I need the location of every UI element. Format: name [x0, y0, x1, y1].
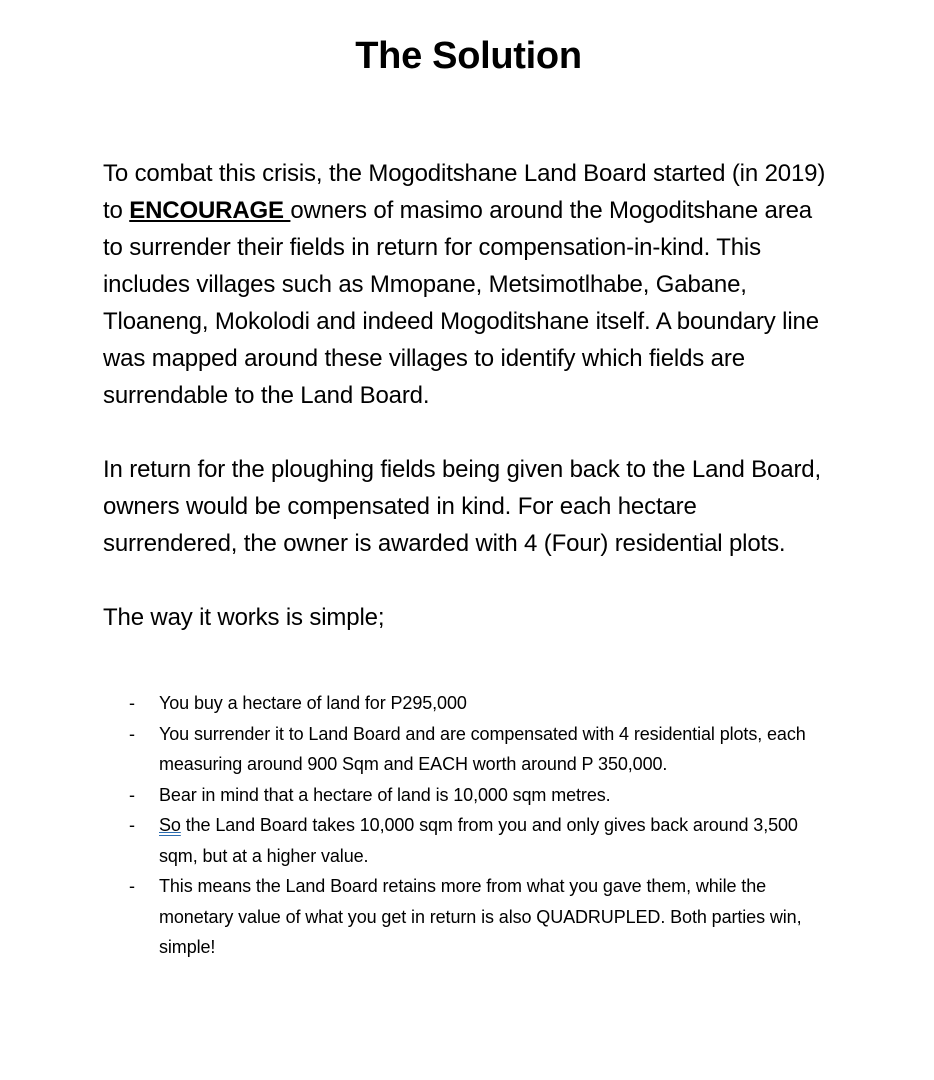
- steps-list: [103, 688, 834, 963]
- bullet-dash: -: [129, 815, 135, 835]
- list-item-surrender: [103, 719, 834, 780]
- list-item-hectare: [103, 780, 834, 811]
- bullet-dash: -: [129, 876, 135, 896]
- paragraph-crisis-text-start: To combat this crisis, the Mogoditshane Land Board started (in 2019) to: [103, 160, 826, 224]
- list-item-conclusion: [103, 871, 834, 963]
- list-item-text: the Land Board takes 10,000 sqm from you and only gives back around 3,500 sqm, but at a higher value.: [159, 815, 798, 866]
- list-item-text: You surrender it to Land Board and are compensated with 4 residential plots, each measuring around 900 Sqm and EACH worth around P 350,000.: [159, 723, 806, 774]
- encourage-emphasis: ENCOURAGE: [129, 197, 291, 224]
- paragraph-crisis: [103, 155, 834, 414]
- list-item-text: This means the Land Board retains more from what you gave them, while the monetary value of what you get in return is also QUADRUPLED. Both parties win, simple!: [159, 876, 802, 957]
- list-item-text: You buy a hectare of land for P295,000: [159, 693, 467, 713]
- bullet-dash: -: [129, 723, 135, 744]
- paragraph-compensation: In return for the ploughing fields being given back to the Land Board, owners would be compensated in kind. For each hectare surrendered, the owner is awarded with 4 (Four) residential plots.: [103, 456, 821, 557]
- bullet-dash: -: [129, 784, 135, 805]
- document-title: The Solution: [355, 35, 582, 77]
- paragraph-how-it-works: The way it works is simple;: [103, 604, 385, 631]
- so-word-marked: So: [159, 815, 181, 835]
- list-item-exchange: [103, 810, 834, 871]
- list-item-text: Bear in mind that a hectare of land is 10,000 sqm metres.: [159, 784, 611, 805]
- bullet-dash: -: [129, 693, 135, 713]
- list-item-buy: [103, 688, 834, 719]
- paragraph-crisis-text-end: owners of masimo around the Mogoditshane area to surrender their fields in return for compensation-in-kind. This includes villages such as Mmopane, Metsimotlhabe, Gabane, Tloaneng, Mokolodi and indeed Mogoditshane itself. A boundary line was mapped around these villages to identify which fields are surrendable to the Land Board.: [103, 197, 819, 409]
